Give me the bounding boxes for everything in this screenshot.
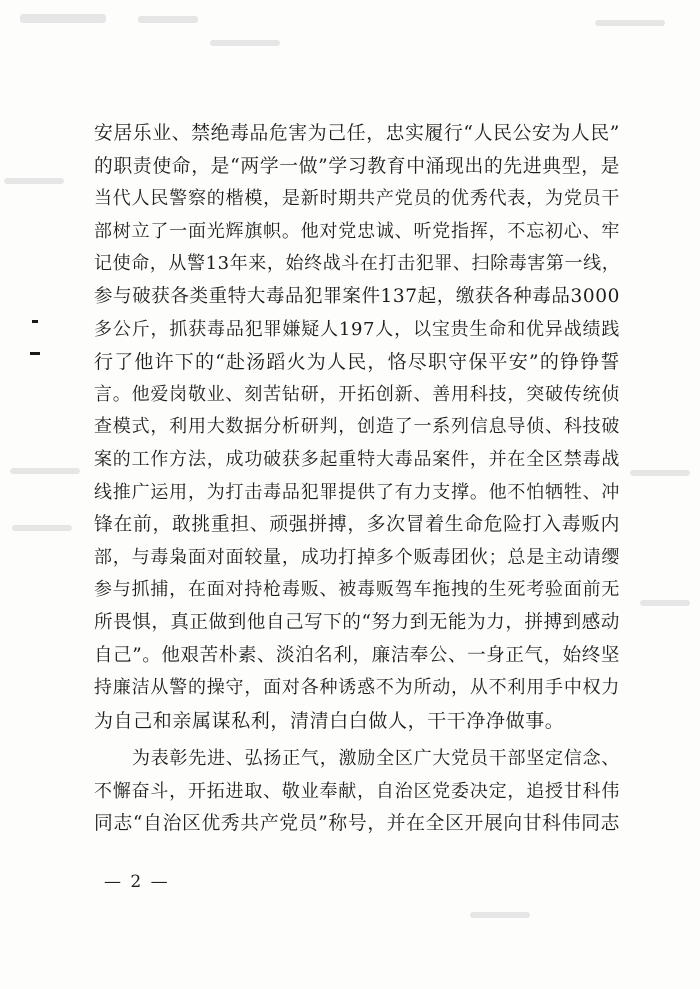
text-line: 锋在前，敢挑重担、顽强拼搏，多次冒着生命危险打入毒贩内: [94, 514, 620, 536]
text-line: 不懈奋斗，开拓进取、敬业奉献，自治区党委决定，追授甘科伟: [94, 780, 620, 802]
margin-mark-2: [30, 352, 40, 355]
document-body: [94, 118, 620, 841]
text-line: 的职责使命，是“两学一做”学习教育中涌现出的先进典型，是: [94, 155, 620, 177]
bleed-mark-left-2: [10, 468, 80, 474]
bleed-mark-right-2: [640, 600, 690, 606]
text-line: 线推广运用，为打击毒品犯罪提供了有力支撑。他不怕牺牲、冲: [94, 481, 620, 503]
text-line: 案的工作方法，成功破获多起重特大毒品案件，并在全区禁毒战: [94, 448, 620, 470]
bleed-mark-top-right: [595, 20, 665, 26]
text-line: 部树立了一面光辉旗帜。他对党忠诚、听党指挥，不忘初心、牢: [94, 220, 620, 242]
page-number: — 2 —: [104, 872, 170, 892]
text-line: 参与抓捕，在面对持枪毒贩、被毒贩驾车拖拽的生死考验面前无: [94, 579, 620, 601]
paragraph-2: [94, 743, 620, 841]
text-line: 多公斤，抓获毒品犯罪嫌疑人197人，以宝贵生命和优异战绩践: [94, 318, 620, 340]
text-line: 言。他爱岗敬业、刻苦钻研，开拓创新、善用科技，突破传统侦: [94, 383, 620, 405]
bleed-mark-left-3: [12, 525, 72, 531]
bleed-mark-top-left: [20, 14, 106, 23]
text-line: 安居乐业、禁绝毒品危害为己任，忠实履行“人民公安为人民”: [94, 123, 620, 144]
margin-mark-1: [32, 320, 38, 323]
bleed-mark-left-1: [4, 178, 64, 184]
text-line: 所畏惧，真正做到他自己写下的“努力到无能为力，拼搏到感动: [94, 611, 620, 633]
text-line: 行了他许下的“赴汤蹈火为人民，恪尽职守保平安”的铮铮誓: [94, 351, 620, 374]
text-line: 为自己和亲属谋私利，清清白白做人，干干净净做事。: [94, 709, 565, 732]
text-line: 持廉洁从警的操守，面对各种诱惑不为所动，从不利用手中权力: [94, 677, 620, 699]
text-line: 为表彰先进、弘扬正气，激励全区广大党员干部坚定信念、: [132, 748, 620, 770]
text-line: 自己”。他艰苦朴素、淡泊名利，廉洁奉公、一身正气，始终坚: [94, 644, 620, 666]
bleed-mark-top-center: [210, 40, 280, 46]
paragraph-1: [94, 118, 620, 737]
text-line: 部，与毒枭面对面较量，成功打掉多个贩毒团伙；总是主动请缨: [94, 546, 620, 568]
text-line: 记使命，从警13年来，始终战斗在打击犯罪、扫除毒害第一线，: [94, 253, 621, 275]
text-line: 参与破获各类重特大毒品犯罪案件137起，缴获各种毒品3000: [94, 285, 620, 307]
text-line: 当代人民警察的楷模，是新时期共产党员的优秀代表，为党员干: [94, 188, 620, 210]
text-line: 同志“自治区优秀共产党员”称号，并在全区开展向甘科伟同志: [94, 813, 620, 835]
bleed-mark-bottom-right: [470, 912, 530, 918]
text-line: 查模式，利用大数据分析研判，创造了一系列信息导侦、科技破: [94, 416, 620, 438]
bleed-mark-right-1: [630, 470, 690, 476]
bleed-mark-top: [138, 16, 198, 23]
